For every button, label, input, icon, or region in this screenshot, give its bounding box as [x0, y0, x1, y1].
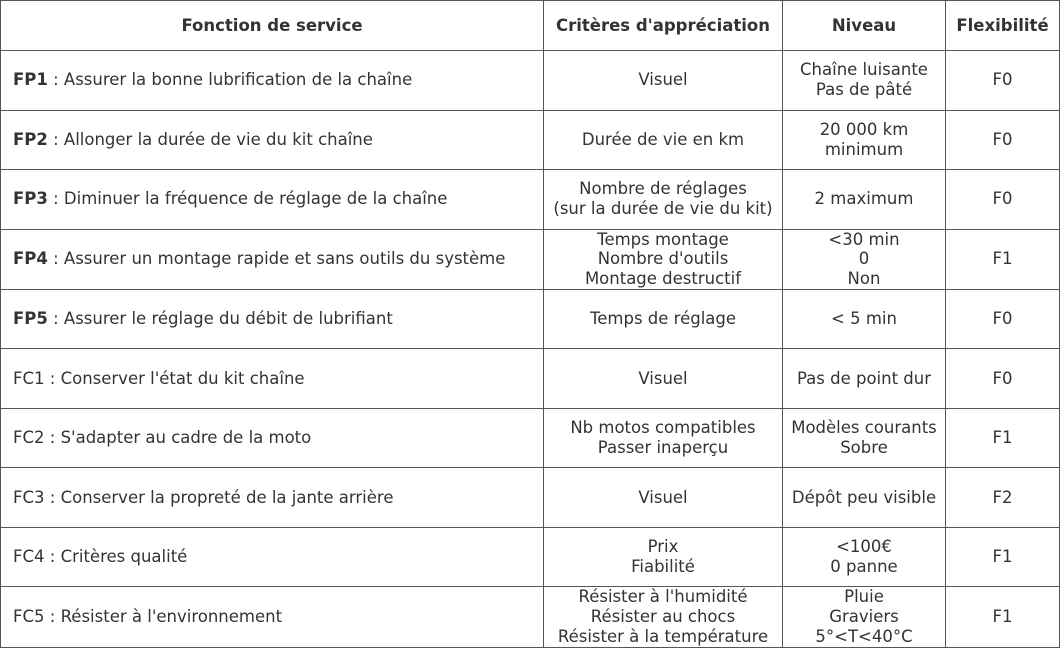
- level-cell: [783, 527, 946, 587]
- function-description: S'adapter au cadre de la moto: [60, 428, 312, 448]
- level-line: 0: [858, 249, 870, 269]
- function-separator: :: [44, 487, 61, 507]
- criteria-line: Durée de vie en km: [581, 129, 745, 149]
- function-separator: :: [47, 129, 64, 149]
- function-cell: [1, 170, 544, 230]
- criteria-line: (sur la durée de vie du kit): [553, 199, 773, 219]
- level-line: Sobre: [840, 438, 888, 458]
- criteria-line: Visuel: [638, 487, 688, 507]
- level-cell: [783, 587, 946, 647]
- criteria-line: Nombre de réglages: [579, 179, 747, 199]
- level-line: 5°<T<40°C: [815, 626, 913, 646]
- function-separator: :: [47, 249, 64, 269]
- table-row: [1, 468, 1060, 528]
- function-description: Critères qualité: [60, 547, 188, 567]
- criteria-cell: [544, 229, 783, 289]
- level-cell: [783, 51, 946, 111]
- criteria-cell: [544, 170, 783, 230]
- level-line: Non: [847, 269, 881, 289]
- function-description: Diminuer la fréquence de réglage de la chaîne: [63, 189, 448, 209]
- criteria-line: Nombre d'outils: [597, 249, 729, 269]
- function-separator: :: [44, 607, 61, 627]
- level-line: Modèles courants: [791, 418, 937, 438]
- function-separator: :: [47, 70, 64, 90]
- flexibility-cell: F0: [946, 51, 1060, 111]
- criteria-cell: [544, 468, 783, 528]
- level-line: Chaîne luisante: [800, 60, 928, 80]
- criteria-cell: [544, 110, 783, 170]
- flexibility-cell: F2: [946, 468, 1060, 528]
- function-separator: :: [44, 368, 61, 388]
- header-criteria: Critères d'appréciation: [544, 1, 783, 51]
- header-flexibility: Flexibilité: [946, 1, 1060, 51]
- flexibility-cell: F1: [946, 229, 1060, 289]
- level-line: Pas de pâté: [815, 80, 913, 100]
- function-code: FC1: [13, 368, 45, 388]
- table-row: [1, 110, 1060, 170]
- level-cell: [783, 349, 946, 409]
- level-line: < 5 min: [831, 309, 897, 329]
- header-level: Niveau: [783, 1, 946, 51]
- function-code: FP1: [13, 70, 48, 90]
- table-row: [1, 349, 1060, 409]
- function-description: Assurer un montage rapide et sans outils du système: [63, 249, 506, 269]
- function-code: FC5: [13, 607, 45, 627]
- level-cell: [783, 170, 946, 230]
- criteria-cell: [544, 587, 783, 647]
- criteria-line: Résister au chocs: [590, 607, 736, 627]
- function-cell: [1, 349, 544, 409]
- level-line: 20 000 km: [819, 119, 909, 139]
- function-cell: [1, 289, 544, 349]
- criteria-line: Prix: [647, 537, 679, 557]
- level-cell: [783, 229, 946, 289]
- function-code: FP2: [13, 129, 48, 149]
- function-code: FC2: [13, 428, 45, 448]
- criteria-line: Temps de réglage: [589, 309, 737, 329]
- function-cell: [1, 527, 544, 587]
- function-cell: [1, 229, 544, 289]
- criteria-line: Résister à l'humidité: [578, 587, 748, 607]
- header-row: [1, 1, 1060, 51]
- function-code: FP5: [13, 309, 48, 329]
- table-row: [1, 408, 1060, 468]
- flexibility-cell: F1: [946, 587, 1060, 647]
- level-line: 2 maximum: [814, 189, 914, 209]
- function-code: FP4: [13, 249, 48, 269]
- level-line: Graviers: [829, 607, 899, 627]
- function-code: FC3: [13, 487, 45, 507]
- flexibility-cell: F0: [946, 110, 1060, 170]
- function-separator: :: [44, 428, 61, 448]
- function-separator: :: [44, 547, 61, 567]
- function-description: Conserver l'état du kit chaîne: [60, 368, 305, 388]
- function-cell: [1, 51, 544, 111]
- criteria-line: Nb motos compatibles: [570, 418, 756, 438]
- function-separator: :: [47, 309, 64, 329]
- criteria-line: Passer inaperçu: [597, 438, 729, 458]
- criteria-line: Temps montage: [597, 229, 729, 249]
- criteria-cell: [544, 51, 783, 111]
- criteria-line: Visuel: [638, 70, 688, 90]
- criteria-line: Visuel: [638, 368, 688, 388]
- level-cell: [783, 468, 946, 528]
- level-cell: [783, 289, 946, 349]
- function-description: Conserver la propreté de la jante arrière: [60, 487, 394, 507]
- table-row: [1, 587, 1060, 647]
- level-line: 0 panne: [830, 557, 898, 577]
- criteria-cell: [544, 527, 783, 587]
- function-code: FC4: [13, 547, 45, 567]
- flexibility-cell: F1: [946, 527, 1060, 587]
- level-line: Pluie: [844, 587, 884, 607]
- table-row: [1, 229, 1060, 289]
- flexibility-cell: F1: [946, 408, 1060, 468]
- criteria-line: Résister à la température: [557, 626, 769, 646]
- function-cell: [1, 408, 544, 468]
- flexibility-cell: F0: [946, 349, 1060, 409]
- level-line: Dépôt peu visible: [791, 487, 937, 507]
- level-cell: [783, 408, 946, 468]
- level-cell: [783, 110, 946, 170]
- level-line: minimum: [824, 139, 904, 159]
- criteria-line: Montage destructif: [584, 269, 742, 289]
- level-line: <30 min: [828, 229, 900, 249]
- header-function: Fonction de service: [1, 1, 544, 51]
- criteria-cell: [544, 349, 783, 409]
- flexibility-cell: F0: [946, 289, 1060, 349]
- function-code: FP3: [13, 189, 48, 209]
- criteria-cell: [544, 289, 783, 349]
- flexibility-cell: F0: [946, 170, 1060, 230]
- table-row: [1, 51, 1060, 111]
- table-row: [1, 289, 1060, 349]
- function-cell: [1, 110, 544, 170]
- function-cell: [1, 587, 544, 647]
- function-description: Assurer la bonne lubrification de la chaîne: [63, 70, 413, 90]
- level-line: <100€: [836, 537, 892, 557]
- function-description: Allonger la durée de vie du kit chaîne: [63, 129, 373, 149]
- function-cell: [1, 468, 544, 528]
- criteria-line: Fiabilité: [631, 557, 695, 577]
- level-line: Pas de point dur: [796, 368, 932, 388]
- table-row: [1, 170, 1060, 230]
- function-description: Résister à l'environnement: [60, 607, 283, 627]
- table-row: [1, 527, 1060, 587]
- function-description: Assurer le réglage du débit de lubrifiant: [63, 309, 393, 329]
- criteria-cell: [544, 408, 783, 468]
- function-separator: :: [47, 189, 64, 209]
